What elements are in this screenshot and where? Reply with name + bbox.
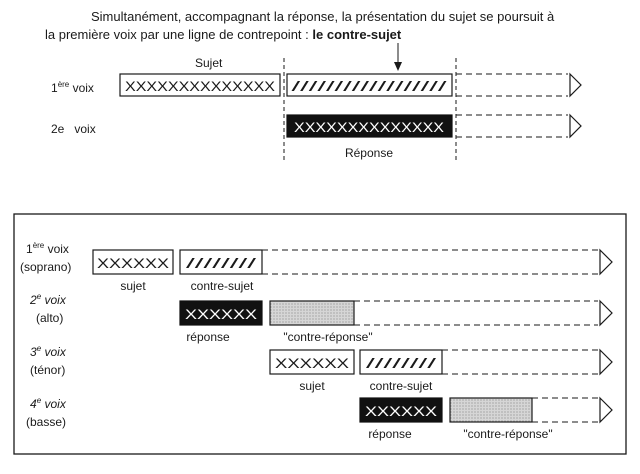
top-reponse-label: Réponse — [344, 146, 394, 160]
top-voice1-arrow — [570, 74, 581, 96]
a-contre-reponse-label: "contre-réponse" — [283, 330, 373, 344]
a-reponse-pattern: XXXXXX — [185, 306, 258, 322]
top-contre-sujet-pattern: ////////////////// — [291, 78, 447, 94]
voice-2-label-bottom: 2e voix — [30, 292, 66, 307]
caption-line-2 — [45, 27, 402, 42]
t-contre-sujet-label: contre-sujet — [369, 379, 433, 393]
top-sujet-pattern: XXXXXXXXXXXXXX — [125, 78, 276, 94]
caption-line-2-bold: le contre-sujet — [312, 27, 402, 42]
s-contre-sujet-pattern: //////// — [186, 255, 257, 271]
b-reponse-pattern: XXXXXX — [365, 403, 438, 419]
t-sujet-pattern: XXXXXX — [275, 355, 350, 371]
b-contre-reponse-label: "contre-réponse" — [463, 427, 553, 441]
caption-line-2-prefix: la première voix par une ligne de contrepoint : — [45, 27, 313, 42]
voice-1-label-bottom: 1ère voix — [26, 241, 69, 256]
a-arrow — [600, 301, 612, 325]
b-arrow — [600, 398, 612, 422]
a-reponse-label: réponse — [186, 330, 230, 344]
top-reponse-pattern: XXXXXXXXXXXXXX — [294, 119, 445, 135]
voice-1-label: 1ère voix — [51, 80, 94, 95]
caption-line-1: Simultanément, accompagnant la réponse, la présentation du sujet se poursuit à — [91, 9, 555, 24]
b-reponse-label: réponse — [368, 427, 412, 441]
voice-1-range: (soprano) — [20, 260, 72, 274]
voice-4-range: (basse) — [26, 415, 67, 429]
b-contre-reponse-box — [450, 398, 532, 422]
voice-2-range: (alto) — [36, 311, 64, 325]
voice-4-label-bottom: 4e voix — [30, 396, 66, 411]
voice-3-label-bottom: 3e voix — [30, 344, 66, 359]
t-sujet-label: sujet — [299, 379, 325, 393]
t-arrow — [600, 350, 612, 374]
sujet-label: Sujet — [195, 56, 223, 70]
s-contre-sujet-label: contre-sujet — [190, 279, 254, 293]
s-sujet-label: sujet — [120, 279, 146, 293]
s-sujet-pattern: XXXXXX — [97, 255, 170, 271]
a-contre-reponse-box — [270, 301, 354, 325]
pointer-arrow-head — [394, 62, 402, 71]
top-voice2-arrow — [570, 115, 581, 137]
voice-3-range: (ténor) — [30, 363, 66, 377]
s-arrow — [600, 250, 612, 274]
voice-2-label: 2e voix — [51, 122, 96, 136]
t-contre-sujet-pattern: //////// — [366, 355, 437, 371]
